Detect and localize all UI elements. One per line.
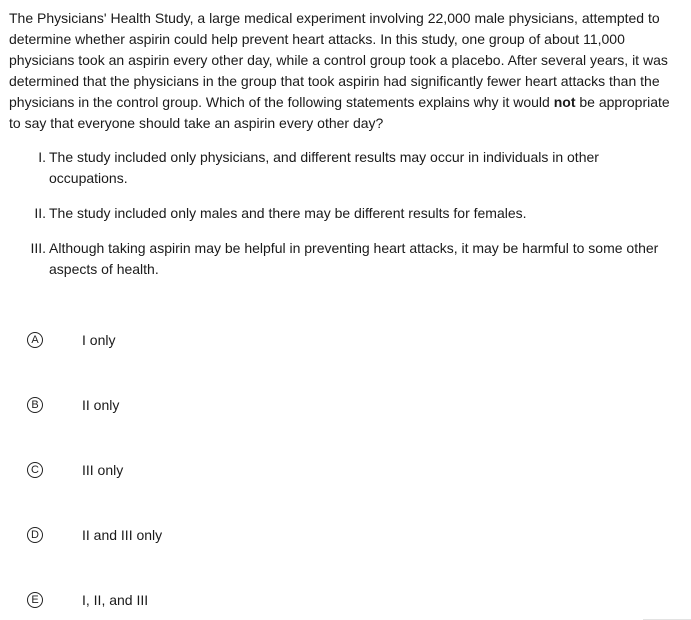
choice-text: I, II, and III xyxy=(82,592,149,608)
choice-text: II only xyxy=(82,397,120,413)
question-text-part2: be appropriate to say that everyone should take an aspirin every other day? xyxy=(9,94,670,131)
choice-letter-bubble[interactable]: A xyxy=(27,332,43,348)
statement-text: The study included only physicians, and different results may occur in individuals in other occupations. xyxy=(49,149,599,186)
choice-text: II and III only xyxy=(82,527,163,543)
answer-choice-c[interactable] xyxy=(0,456,400,486)
statement-list xyxy=(0,147,691,294)
statement-numeral: II. xyxy=(34,205,46,221)
choice-text: I only xyxy=(82,332,116,348)
question-emphasis: not xyxy=(553,94,576,110)
answer-choice-a[interactable] xyxy=(0,326,400,356)
statement-1 xyxy=(0,147,661,189)
question-stem xyxy=(9,8,671,134)
statement-text: The study included only males and there may be different results for females. xyxy=(49,205,527,221)
statement-text: Although taking aspirin may be helpful in preventing heart attacks, it may be harmful to some other aspects of health. xyxy=(49,240,659,277)
answer-choice-b[interactable] xyxy=(0,391,400,421)
statement-numeral: I. xyxy=(38,149,46,165)
answer-choice-d[interactable] xyxy=(0,521,400,551)
choice-letter-bubble[interactable]: D xyxy=(27,527,43,543)
statement-3 xyxy=(0,238,661,280)
statement-2 xyxy=(0,203,661,224)
choice-letter-bubble[interactable]: B xyxy=(27,397,43,413)
answer-choice-e[interactable] xyxy=(0,586,400,616)
statement-numeral: III. xyxy=(30,240,46,256)
choice-text: III only xyxy=(82,462,124,478)
choice-letter-bubble[interactable]: C xyxy=(27,462,43,478)
choice-letter-bubble[interactable]: E xyxy=(27,592,43,608)
question-text-part1: The Physicians' Health Study, a large medical experiment involving 22,000 male physicians, attempted to determine whether aspirin could help prevent heart attacks. In this study, one group of about 11,000 physicians took an aspirin every other day, while a control group took a placebo. After several years, it was determined that the physicians in the group that took aspirin had significantly fewer heart attacks than the physicians in the control group. Which of the following statements explains why it would xyxy=(9,10,668,110)
